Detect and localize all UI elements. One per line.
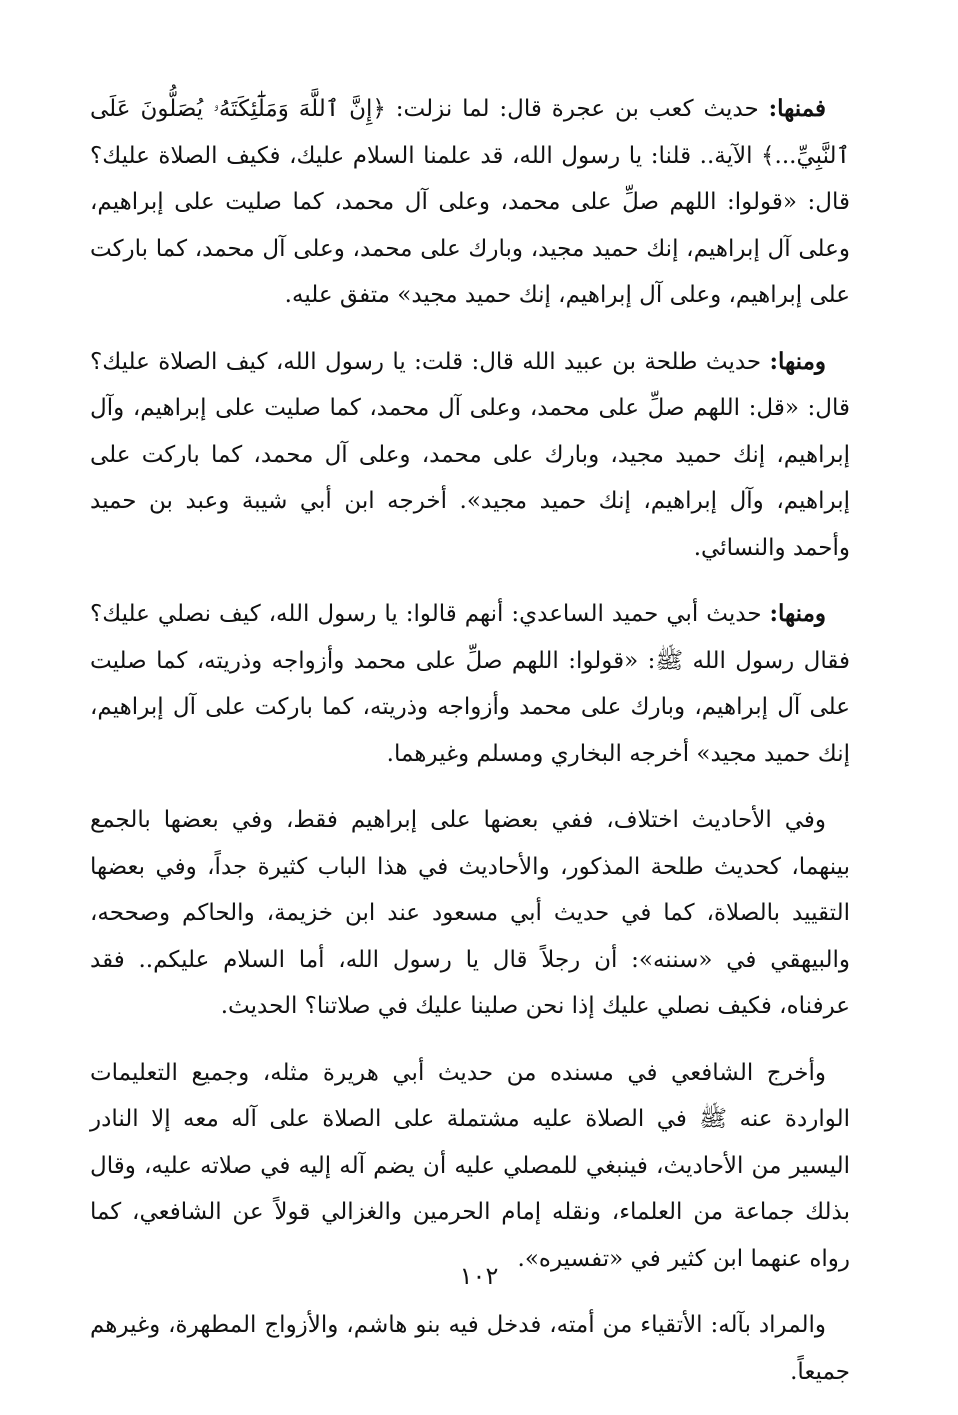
paragraph-2 (90, 339, 850, 572)
paragraph-text: والمراد بآله: الأتقياء من أمته، فدخل فيه بنو هاشم، والأزواج المطهرة، وغيرهم جميعاً. (90, 1312, 850, 1385)
paragraph-lead: ومنها: (769, 347, 826, 375)
paragraph-text: حديث طلحة بن عبيد الله قال: قلت: يا رسول الله، كيف الصلاة عليك؟ قال: «قل: اللهم صلِّ على محمد، وعلى آل محمد، كما صليت على إبراهيم، وآل إبراهيم، إنك حميد مجيد، وبارك على محمد، وعلى آل محمد، كما باركت على إبراهيم، وآل إبراهيم، إنك حميد مجيد». أخرجه ابن أبي شيبة وعبد بن حميد وأحمد والنسائي. (90, 348, 850, 561)
paragraph-5 (90, 1050, 850, 1283)
paragraph-1 (90, 86, 850, 319)
paragraph-text: وأخرج الشافعي في مسنده من حديث أبي هريرة مثله، وجميع التعليمات الواردة عنه ﷺ في الصلاة عليه مشتملة على الصلاة على آله معه إلا النادر اليسير من الأحاديث، فينبغي للمصلي عليه أن يضم آله إليه في صلاته عليه، وقال بذلك جماعة من العلماء، ونقله إمام الحرمين والغزالي قولاً عن الشافعي، كما رواه عنهما ابن كثير في «تفسيره». (90, 1059, 850, 1272)
paragraph-lead: فمنها: (768, 95, 826, 122)
paragraph-text: حديث أبي حميد الساعدي: أنهم قالوا: يا رسول الله، كيف نصلي عليك؟ فقال رسول الله ﷺ: «قولوا: اللهم صلِّ على محمد وأزواجه وذريته، كما صليت على آل إبراهيم، وبارك على محمد وأزواجه وذريته، كما باركت على آل إبراهيم، إنك حميد مجيد» أخرجه البخاري ومسلم وغيرهما. (90, 601, 850, 767)
paragraph-lead: ومنها: (769, 600, 826, 627)
paragraph-6 (90, 1302, 850, 1395)
paragraph-4 (90, 797, 850, 1030)
paragraph-text: وفي الأحاديث اختلاف، ففي بعضها على إبراهيم فقط، وفي بعضها بالجمع بينهما، كحديث طلحة المذكور، والأحاديث في هذا الباب كثيرة جداً، وفي بعضها التقييد بالصلاة، كما في حديث أبي مسعود عند ابن خزيمة، والحاكم وصححه، والبيهقي في «سننه»: أن رجلاً قال يا رسول الله، أما السلام عليكم.. فقد عرفناه، فكيف نصلي عليك إذا نحن صلينا عليك في صلاتنا؟ الحديث. (90, 807, 850, 1019)
paragraph-text: حديث كعب بن عجرة قال: لما نزلت: ﴿إِنَّ ٱللَّهَ وَمَلَٰٓئِكَتَهُۥ يُصَلُّونَ عَلَى ٱلنَّبِيِّ...﴾ الآية.. قلنا: يا رسول الله، قد علمنا السلام عليك، فكيف الصلاة عليك؟ قال: «قولوا: اللهم صلِّ على محمد، وعلى آل محمد، كما صليت على إبراهيم، وعلى آل إبراهيم، إنك حميد مجيد، وبارك على محمد، وعلى آل محمد، كما باركت على إبراهيم، وعلى آل إبراهيم، إنك حميد مجيد» متفق عليه. (90, 96, 850, 308)
paragraph-3 (90, 591, 850, 777)
page-number: ١٠٢ (459, 1262, 499, 1290)
page-body (90, 86, 850, 1415)
